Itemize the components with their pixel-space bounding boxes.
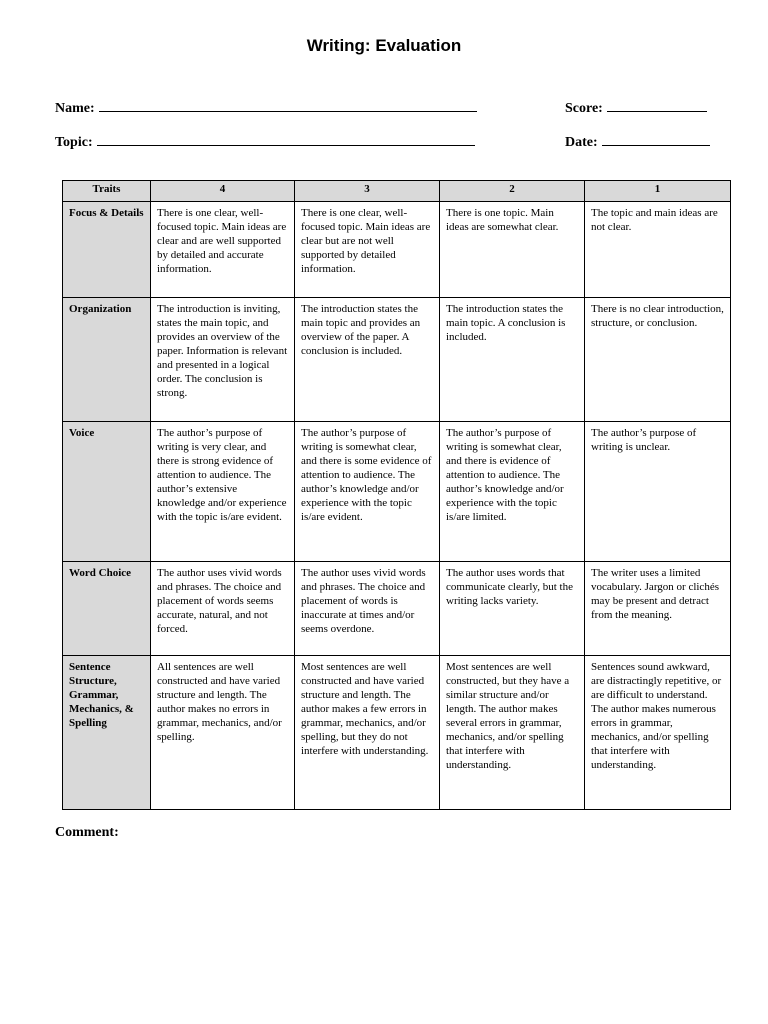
trait-label: Organization (63, 298, 151, 422)
header-traits: Traits (63, 181, 151, 202)
name-score-row (55, 97, 715, 119)
name-line[interactable] (99, 97, 477, 112)
rubric-cell: There is no clear introduction, structure, or conclusion. (585, 298, 731, 422)
rubric-cell: The author uses vivid words and phrases. The choice and placement of words is inaccurate at times and/or seems overdone. (295, 562, 440, 656)
rubric-cell: The author’s purpose of writing is unclear. (585, 422, 731, 562)
rubric-cell: All sentences are well constructed and have varied structure and length. The author makes no errors in grammar, mechanics, and/or spelling. (151, 656, 295, 810)
topic-date-row (55, 131, 715, 153)
rubric-cell: The writer uses a limited vocabulary. Jargon or clichés may be present and detract from the meaning. (585, 562, 731, 656)
topic-field[interactable] (55, 131, 475, 151)
date-field[interactable] (565, 131, 710, 151)
rubric-cell: The author’s purpose of writing is very clear, and there is strong evidence of attention to audience. The author’s extensive knowledge and/or experience with the topic is/are evident. (151, 422, 295, 562)
page-title: Writing: Evaluation (306, 36, 462, 55)
header-score-4: 4 (151, 181, 295, 202)
rubric-cell: Sentences sound awkward, are distractingly repetitive, or are difficult to understand. The author makes numerous errors in grammar, mechanics, and/or spelling that interfere with understanding. (585, 656, 731, 810)
header-score-1: 1 (585, 181, 731, 202)
rubric-cell: The introduction states the main topic and provides an overview of the paper. A conclusion is included. (295, 298, 440, 422)
topic-line[interactable] (97, 131, 475, 146)
trait-label: Voice (63, 422, 151, 562)
rubric-row-organization (63, 298, 731, 422)
score-label: Score: (565, 101, 603, 116)
rubric-cell: There is one clear, well-focused topic. Main ideas are clear and are well supported by detailed and accurate information. (151, 202, 295, 298)
header-score-2: 2 (440, 181, 585, 202)
trait-label: Word Choice (63, 562, 151, 656)
rubric-cell: There is one topic. Main ideas are somewhat clear. (440, 202, 585, 298)
rubric-cell: The author uses vivid words and phrases. The choice and placement of words seems accurate, natural, and not forced. (151, 562, 295, 656)
rubric-cell: The author uses words that communicate clearly, but the writing lacks variety. (440, 562, 585, 656)
rubric-cell: The introduction states the main topic. A conclusion is included. (440, 298, 585, 422)
rubric-table (62, 180, 731, 810)
date-line[interactable] (602, 131, 710, 146)
rubric-row-sentence-structure (63, 656, 731, 810)
date-label: Date: (565, 135, 598, 150)
rubric-cell: There is one clear, well-focused topic. Main ideas are clear but are not well supported by detailed information. (295, 202, 440, 298)
header-score-3: 3 (295, 181, 440, 202)
score-field[interactable] (565, 97, 707, 117)
comment-label: Comment: (55, 825, 119, 840)
topic-label: Topic: (55, 135, 93, 150)
trait-label: Sentence Structure, Grammar, Mechanics, & Spelling (63, 656, 151, 810)
rubric-cell: The introduction is inviting, states the main topic, and provides an overview of the paper. Information is relevant and presented in a logical order. The conclusion is strong. (151, 298, 295, 422)
rubric-cell: Most sentences are well constructed and have varied structure and length. The author makes a few errors in grammar, mechanics, and/or spelling, but they do not interfere with understanding. (295, 656, 440, 810)
rubric-cell: The author’s purpose of writing is somewhat clear, and there is some evidence of attention to audience. The author’s knowledge and/or experience with the topic is/are evident. (295, 422, 440, 562)
rubric-cell: The topic and main ideas are not clear. (585, 202, 731, 298)
rubric-cell: The author’s purpose of writing is somewhat clear, and there is evidence of attention to audience. The author’s knowledge and/or experience with the topic is/are limited. (440, 422, 585, 562)
rubric-header-row (63, 181, 731, 202)
name-field[interactable] (55, 97, 477, 117)
rubric-row-voice (63, 422, 731, 562)
rubric-cell: Most sentences are well constructed, but they have a similar structure and/or length. The author makes several errors in grammar, mechanics, and/or spelling that interfere with understanding. (440, 656, 585, 810)
name-label: Name: (55, 101, 95, 116)
trait-label: Focus & Details (63, 202, 151, 298)
rubric-row-focus (63, 202, 731, 298)
rubric-row-word-choice (63, 562, 731, 656)
score-line[interactable] (607, 97, 707, 112)
